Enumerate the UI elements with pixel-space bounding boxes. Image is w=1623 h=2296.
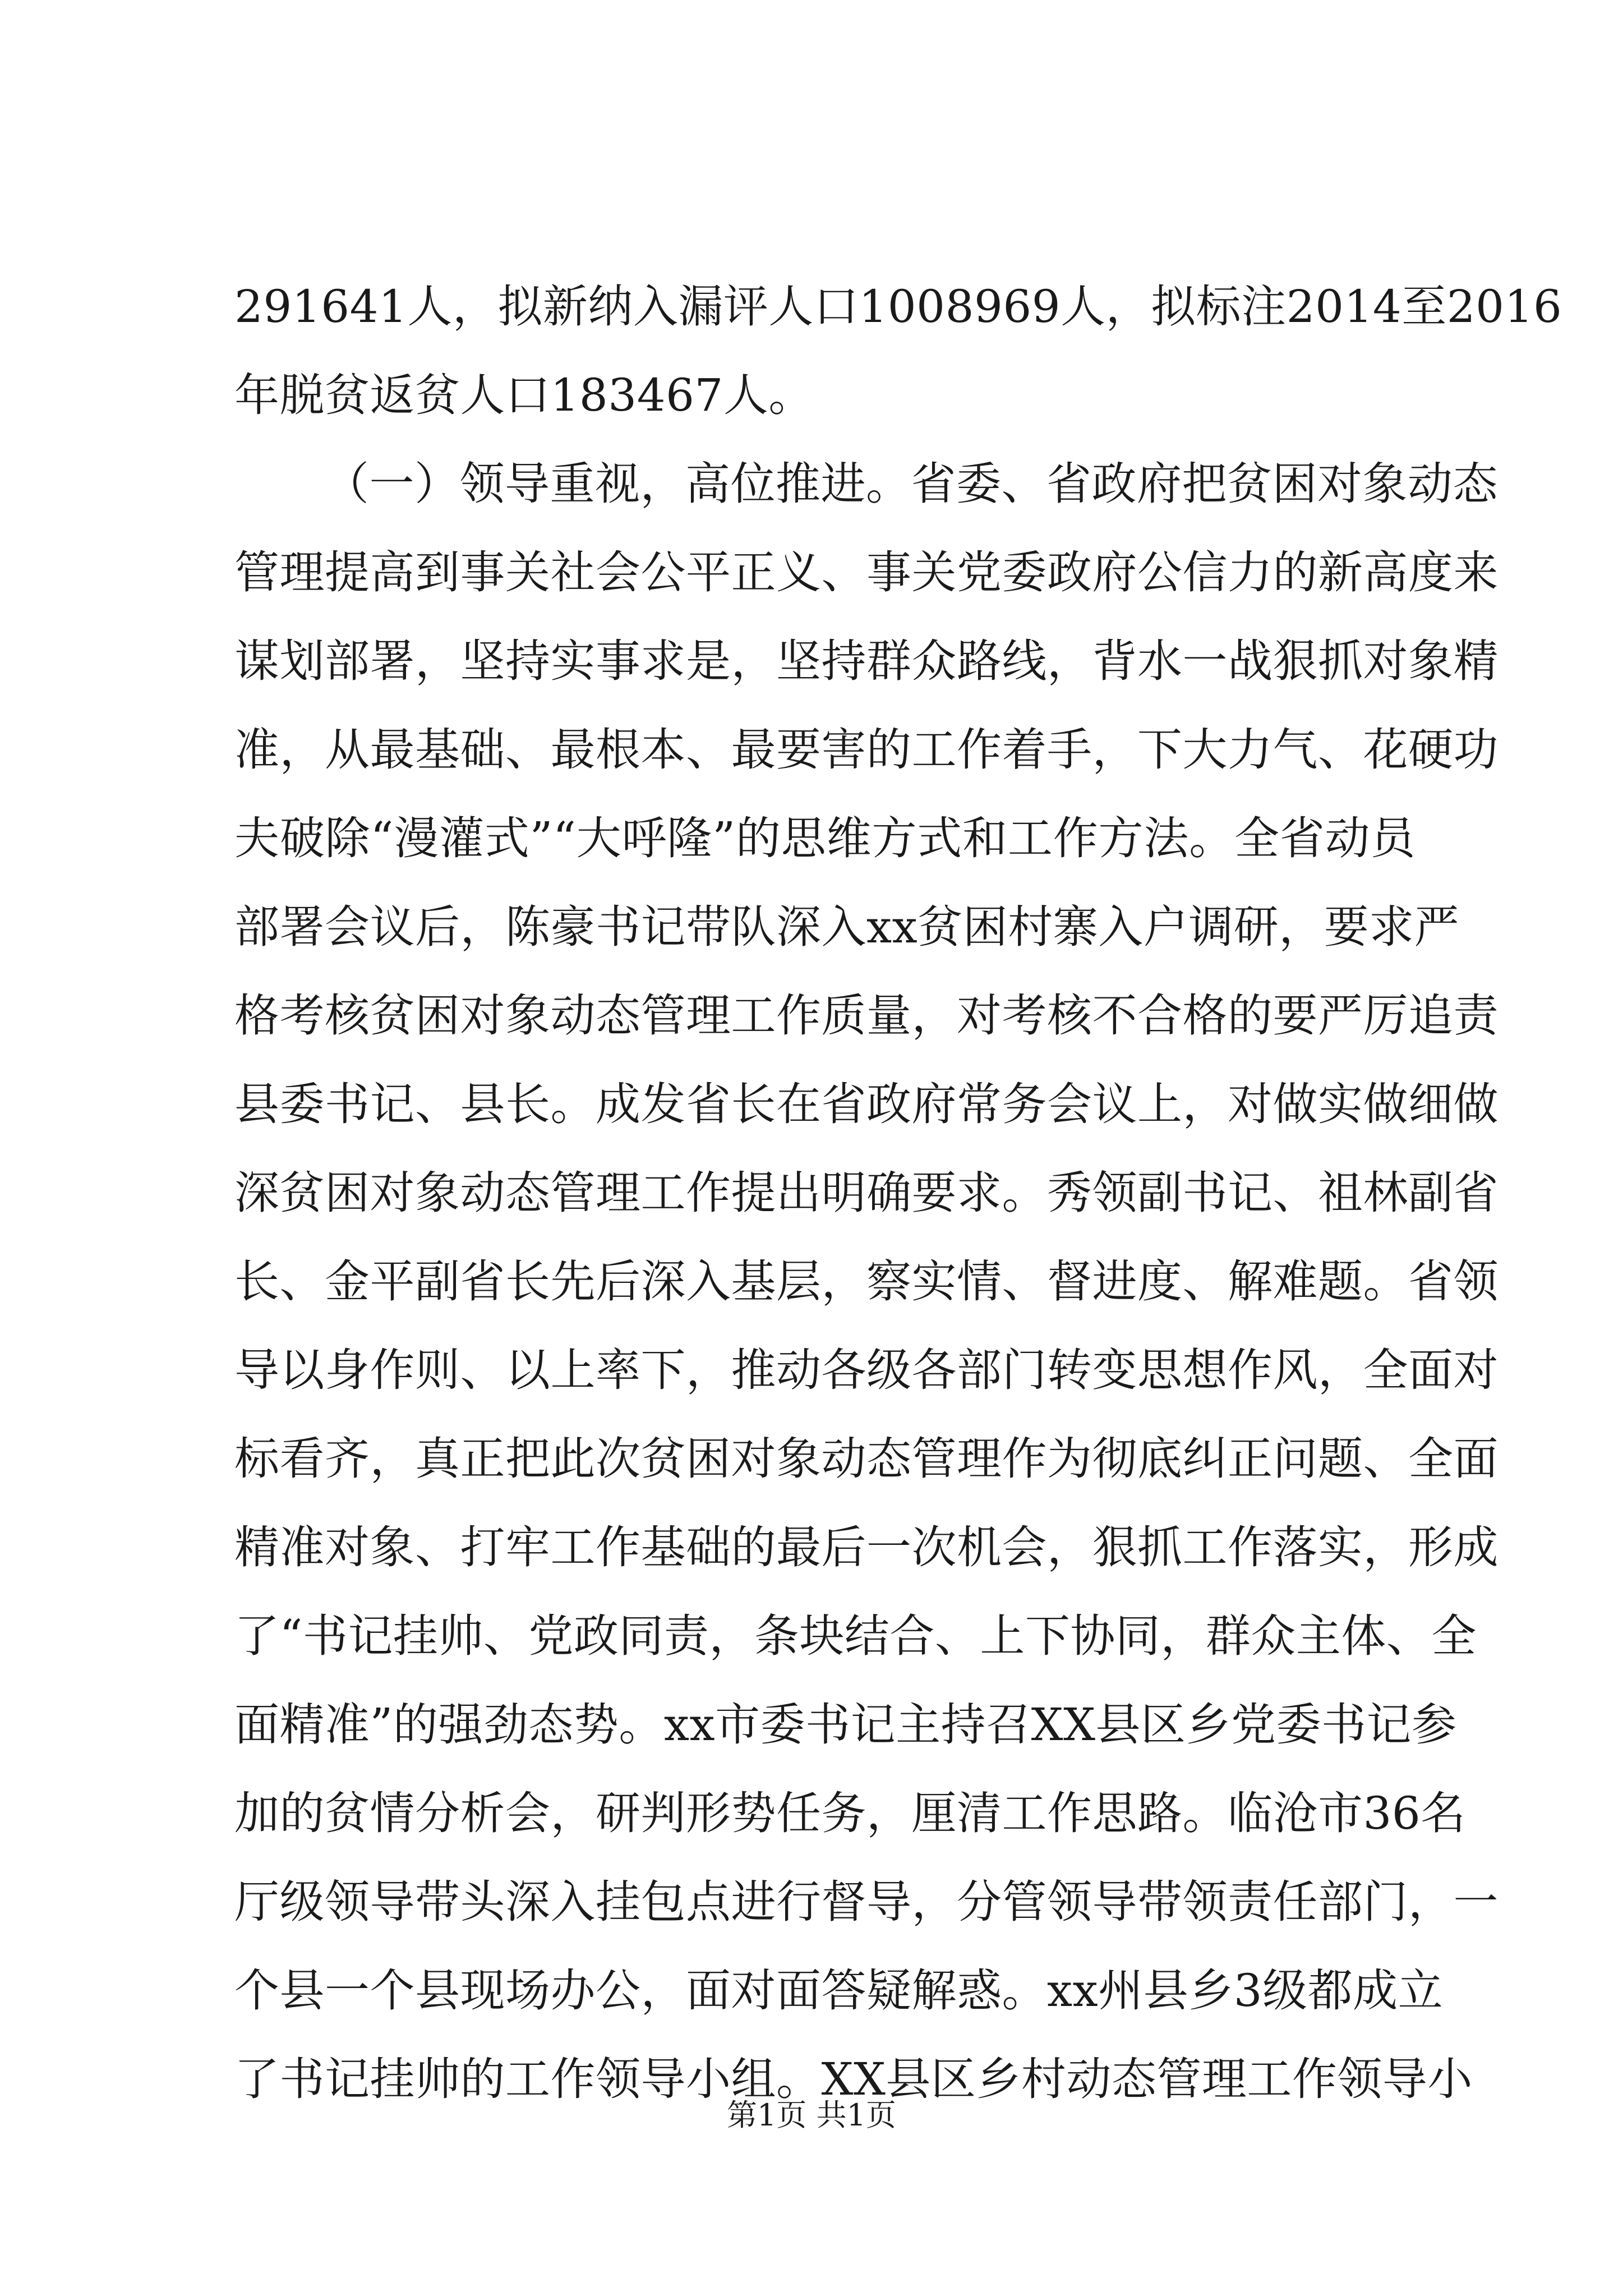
text-line: 标看齐，真正把此次贫困对象动态管理作为彻底纠正问题、全面 (234, 1433, 1498, 1485)
page-footer (0, 2096, 1623, 2135)
text-line: 管理提高到事关社会公平正义、事关党委政府公信力的新高度来 (234, 546, 1498, 599)
text-line: 夫破除“漫灌式”“大呼隆”的思维方式和工作方法。全省动员 (234, 812, 1415, 864)
text-line: 年脱贫返贫人口183467人。 (234, 369, 814, 421)
text-line: 了“书记挂帅、党政同责，条块结合、上下协同，群众主体、全 (234, 1610, 1477, 1662)
text-line: 县委书记、县长。成发省长在省政府常务会议上，对做实做细做 (234, 1078, 1498, 1130)
text-line: 谋划部署，坚持实事求是，坚持群众路线，背水一战狠抓对象精 (234, 635, 1498, 687)
text-line: 准，从最基础、最根本、最要害的工作着手，下大力气、花硬功 (234, 724, 1498, 776)
page-number-label: 第1页 共1页 (727, 2097, 896, 2133)
text-line: 个县一个县现场办公，面对面答疑解惑。xx州县乡3级都成立 (234, 1964, 1444, 2017)
text-line: 长、金平副省长先后深入基层，察实情、督进度、解难题。省领 (234, 1255, 1498, 1308)
text-line: 深贫困对象动态管理工作提出明确要求。秀领副书记、祖林副省 (234, 1167, 1498, 1219)
text-line: 部署会议后，陈豪书记带队深入xx贫困村寨入户调研，要求严 (234, 901, 1460, 953)
paragraph-heading-line: （一）领导重视，高位推进。省委、省政府把贫困对象动态 (324, 458, 1498, 510)
text-line: 格考核贫困对象动态管理工作质量，对考核不合格的要严厉追责 (234, 990, 1498, 1042)
text-line: 加的贫情分析会，研判形势任务，厘清工作思路。临沧市36名 (234, 1787, 1466, 1839)
text-line: 面精准”的强劲态势。xx市委书记主持召XX县区乡党委书记参 (234, 1699, 1457, 1751)
text-line: 了书记挂帅的工作领导小组。XX县区乡村动态管理工作领导小 (234, 2053, 1473, 2105)
text-line: 精准对象、打牢工作基础的最后一次机会，狠抓工作落实，形成 (234, 1521, 1498, 1573)
text-line: 导以身作则、以上率下，推动各级各部门转变思想作风，全面对 (234, 1344, 1498, 1396)
text-line: 厅级领导带头深入挂包点进行督导，分管领导带领责任部门，一 (234, 1876, 1498, 1928)
body-text (234, 263, 1562, 2124)
text-line: 291641人，拟新纳入漏评人口1008969人，拟标注2014至2016 (234, 280, 1562, 333)
